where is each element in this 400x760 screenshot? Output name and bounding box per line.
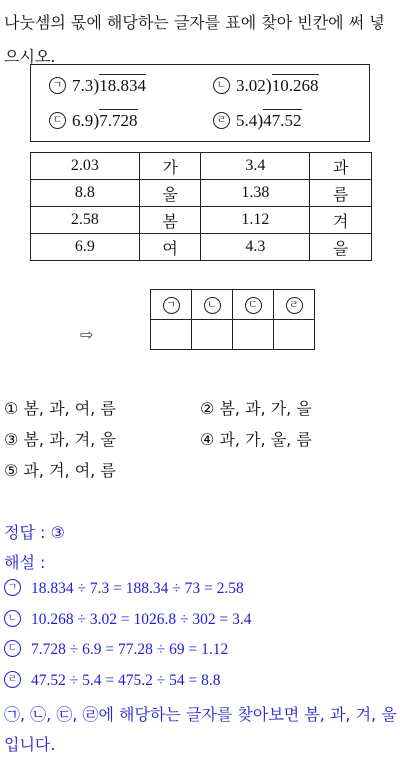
table-cell: 1.12 <box>201 207 310 234</box>
mark-d: ㄹ <box>213 112 230 129</box>
table-cell: 을 <box>310 234 372 261</box>
explanation-line: ㄴ 10.268 ÷ 3.02 = 1026.8 ÷ 302 = 3.4 <box>4 611 252 629</box>
answer-grid-blanks <box>151 320 315 350</box>
mark-a: ㄱ <box>49 77 66 94</box>
table-cell: 울 <box>139 180 201 207</box>
mark-c: ㄷ <box>4 640 21 657</box>
answer-label: 정답 : ③ <box>4 523 65 542</box>
answer-grid-header <box>151 290 315 320</box>
table-cell: 름 <box>310 180 372 207</box>
mark-d: ㄹ <box>4 671 21 688</box>
answer-blank[interactable] <box>274 320 315 350</box>
table-row <box>31 180 372 207</box>
table-cell: 가 <box>139 153 201 180</box>
table-cell: 여 <box>139 234 201 261</box>
table-cell: 4.3 <box>201 234 310 261</box>
table-row <box>31 153 372 180</box>
problem-box <box>30 64 370 142</box>
answer-header-cell: ㄴ <box>192 290 233 320</box>
table-cell: 3.4 <box>201 153 310 180</box>
table-cell: 8.8 <box>31 180 140 207</box>
table-row <box>31 207 372 234</box>
explanation-line: ㄹ 47.52 ÷ 5.4 = 475.2 ÷ 54 = 8.8 <box>4 672 221 690</box>
explanation-label: 해설 : <box>4 553 46 572</box>
answer-header-cell: ㄱ <box>151 290 192 320</box>
answer-blank[interactable] <box>233 320 274 350</box>
mark-b: ㄴ <box>213 77 230 94</box>
table-cell: 1.38 <box>201 180 310 207</box>
problem-b: ㄴ 3.02)10.268 <box>213 75 319 96</box>
arrow-icon: ⇨ <box>80 325 94 344</box>
problem-a: ㄱ 7.3)18.834 <box>49 75 146 96</box>
problem-c: ㄷ 6.9)7.728 <box>49 110 138 131</box>
choice-1[interactable]: ① 봄, 과, 여, 름 <box>4 399 116 418</box>
choice-5[interactable]: ⑤ 과, 겨, 여, 름 <box>4 461 116 480</box>
table-cell: 겨 <box>310 207 372 234</box>
choice-4[interactable]: ④ 과, 가, 울, 름 <box>200 430 312 449</box>
choice-3[interactable]: ③ 봄, 과, 겨, 울 <box>4 430 116 449</box>
mark-a: ㄱ <box>4 579 21 596</box>
explanation-line: ㄱ 18.834 ÷ 7.3 = 188.34 ÷ 73 = 2.58 <box>4 580 244 598</box>
mark-b: ㄴ <box>4 610 21 627</box>
choice-2[interactable]: ② 봄, 과, 가, 을 <box>200 399 312 418</box>
answer-header-cell: ㄷ <box>233 290 274 320</box>
answer-header-cell: ㄹ <box>274 290 315 320</box>
answer-blank[interactable] <box>151 320 192 350</box>
question-text: 나눗셈의 몫에 해당하는 글자를 표에 찾아 빈칸에 써 넣으시오. <box>4 13 385 66</box>
lookup-table <box>30 152 372 261</box>
problem-d: ㄹ 5.4)47.52 <box>213 110 302 131</box>
table-row <box>31 234 372 261</box>
table-cell: 2.58 <box>31 207 140 234</box>
table-cell: 2.03 <box>31 153 140 180</box>
mark-c: ㄷ <box>49 112 66 129</box>
table-cell: 봄 <box>139 207 201 234</box>
table-cell: 6.9 <box>31 234 140 261</box>
answer-grid <box>150 289 315 350</box>
answer-blank[interactable] <box>192 320 233 350</box>
explanation-line: ㄷ 7.728 ÷ 6.9 = 77.28 ÷ 69 = 1.12 <box>4 641 228 659</box>
conclusion-text: ㉠, ㉡, ㉢, ㉣에 해당하는 글자를 찾아보면 봄, 과, 겨, 울입니다. <box>4 705 397 754</box>
table-cell: 과 <box>310 153 372 180</box>
